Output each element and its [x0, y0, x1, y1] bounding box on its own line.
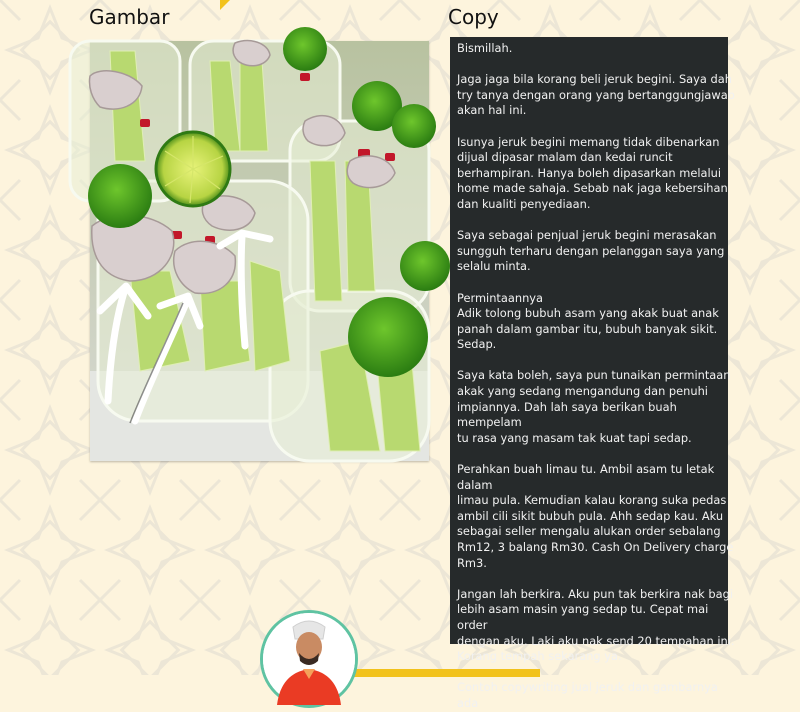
- bottom-accent-bar: [348, 669, 540, 677]
- jeruk-photo: [90, 41, 429, 461]
- avatar: [260, 610, 358, 708]
- copy-panel: [450, 37, 735, 710]
- copy-label: Copy: [448, 5, 499, 29]
- image-label: Gambar: [89, 5, 170, 29]
- top-accent-shape: [220, 0, 230, 10]
- copy-text: Bismillah. Jaga jaga bila korang beli jeruk begini. Saya dah try tanya dengan orang yang bertanggungjawab akan hal ini. Isunya jeruk begini memang tidak dibenarkan dijual dipasar malam dan kedai runcit berhampiran. Hanya boleh dipasarkan melalui home made sahaja. Sebab nak jaga kebersihan dan kualiti penyediaan. Saya sebagai penjual jeruk begini merasakan sungguh terharu dengan pelanggan saya yang selalu minta. Permintaannya Adik tolong bubuh asam yang akak buat anak panah dalam gambar itu, bubuh banyak sikit. Sedap. Saya kata boleh, saya pun tunaikan permintaan akak yang sedang mengandung dan penuhi impiannya. Dah lah saya berikan buah mempelam tu rasa yang masam tak kuat tapi sedap. Perahkan buah limau tu. Ambil asam tu letak dalam limau pula. Kemudian kalau korang suka pedas ambil cili sikit bubuh pula. Ahh sedap kau. Aku sebagai seller mengalu alukan order sebalang Rm12, 3 balang Rm30. Cash On Delivery charge Rm3. Jangan lah berkira. Aku pun tak berkira nak bagi lebih asam masin yang sedap tu. Cepat mai order dengan aku. Laki aku nak send 20 tempahan ini. Korang tempah sekarang ya. Contoh copywriting jual jeruk dan gambarnya ada: [457, 41, 735, 710]
